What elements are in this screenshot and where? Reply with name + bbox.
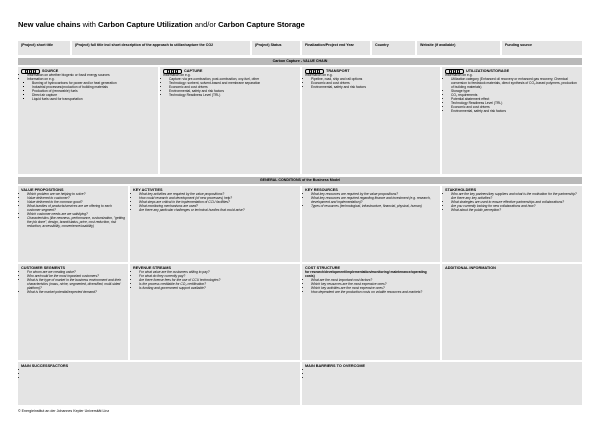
- list-item: • How could research and development (of new processes) help?: [139, 196, 297, 200]
- list-item: • Who are the key partners/key suppliers and what is the motivation for the partnership? Are there any key activities?: [451, 192, 579, 200]
- utilization-list: [442, 77, 582, 113]
- list-item: • Potential abatement effect: [451, 97, 579, 101]
- page-title: New value chains with Carbon Capture Utilization and/or Carbon Capture Storage: [18, 20, 305, 29]
- list-item: • Which key resources are the most expensive ones?: [311, 282, 437, 286]
- list-item: • Economic and cost drivers: [311, 81, 437, 85]
- list-item: • Is the process creditable for CO₂ certification?: [139, 282, 297, 286]
- list-item: • Environmental, safety and risk factors: [451, 109, 579, 113]
- list-item: ▪ Direct air capture: [32, 93, 155, 97]
- list-item: • Information on whether biogenic or fossil energy sources: [27, 73, 155, 77]
- copyright-footer: © Energieinstitut an der Johannes Kepler Universität Linz: [18, 409, 110, 413]
- key-resources-title: KEY RESOURCES: [305, 188, 338, 192]
- key-activities-section[interactable]: [130, 186, 300, 262]
- header-full-title[interactable]: [72, 41, 250, 55]
- key-resources-section[interactable]: [302, 186, 440, 262]
- customer-segments-title: CUSTOMER SEGMENTS: [21, 266, 66, 270]
- transport-intro: Information on e.g.: [305, 73, 333, 77]
- list-item: • How dependent are the production costs on volatile resources and markets?: [311, 290, 437, 294]
- revenue-streams-title: REVENUE STREAMS: [133, 266, 171, 270]
- chain-links-icon: [21, 69, 40, 73]
- list-item: • Pipeline, road, ship and rail options: [311, 77, 437, 81]
- list-item: • Characteristics (like newness, performance, customization, "getting the job done", design, brand/status, price, cost reduction, risk reduction, accessibility, convenience/usability): [27, 216, 125, 228]
- stakeholders-title: STAKEHOLDERS: [445, 188, 477, 192]
- header-finalization[interactable]: Finalization/Project end Year: [302, 41, 370, 55]
- additional-information-title: ADDITIONAL INFORMATION: [445, 266, 496, 270]
- list-item[interactable]: [311, 376, 579, 380]
- list-item: • What key resources are required by the value propositions?: [311, 192, 437, 196]
- list-item: • What strategies are used to ensure effective partnerships and collaborations?: [451, 200, 579, 204]
- general-conditions-bar: GENERAL CONDITIONS of the Business Model: [18, 177, 582, 184]
- cost-structure-section[interactable]: [302, 264, 440, 360]
- list-item: • What bundles of products/services are we offering to each customer segment?: [27, 204, 125, 212]
- header-full-title-label: (Project) full title incl short description of the approach to utilize/capture the CO2: [75, 43, 214, 47]
- list-item: • Environmental, safety and risk factors: [311, 85, 437, 89]
- key-activities-title: KEY ACTIVITIES: [133, 188, 163, 192]
- list-item: • What monitoring mechanisms are used?: [139, 204, 297, 208]
- main-successfactors-section[interactable]: [18, 362, 300, 405]
- chain-links-icon: [305, 69, 324, 73]
- revenue-streams-section[interactable]: [130, 264, 300, 360]
- source-title: SOURCE: [42, 69, 59, 73]
- list-item: • Storage type: [451, 89, 579, 93]
- list-item: • What steps are critical in the implementation of CCU facilities?: [139, 200, 297, 204]
- transport-title: TRANSPORT: [326, 69, 350, 73]
- list-item: • CO₂ requirements: [451, 93, 579, 97]
- stakeholders-list: [442, 192, 582, 212]
- list-item: ▪ Burning of hydrocarbons for power and/or heat generation: [32, 81, 155, 85]
- utilization-title: UTILIZATION/STORAGE: [466, 69, 510, 73]
- header-status[interactable]: (Project) Status: [252, 41, 300, 55]
- list-item: • Value delivered to the common good?: [27, 200, 125, 204]
- utilization-section[interactable]: [442, 67, 582, 174]
- list-item: • Capture: via pre-combustion, post-combustion, oxy-fuel, other: [169, 77, 297, 81]
- customer-segments-list: [18, 270, 128, 294]
- list-item: • Economic and cost drivers: [451, 105, 579, 109]
- revenue-streams-list: [130, 270, 300, 290]
- stakeholders-section[interactable]: [442, 186, 582, 262]
- main-barriers-section[interactable]: [302, 362, 582, 405]
- header-country[interactable]: Country: [372, 41, 415, 55]
- list-item: • Which problem are we helping to solve?: [27, 192, 125, 196]
- list-item: • Technology: sorbent, solvent-based and membrane separation: [169, 81, 297, 85]
- value-propositions-list: [18, 192, 128, 228]
- value-chain-bar: Carbon Capture - VALUE CHAIN: [18, 58, 582, 65]
- capture-title: CAPTURE: [184, 69, 203, 73]
- list-item: • Value delivered to customer?: [27, 196, 125, 200]
- transport-list: [302, 77, 440, 89]
- list-item: • Which key activities are the most expensive ones?: [311, 286, 437, 290]
- main-barriers-title: MAIN BARRIERS TO OVERCOME: [305, 364, 366, 368]
- list-item: • What about the public perception?: [451, 208, 579, 212]
- key-activities-list: [130, 192, 300, 212]
- cost-structure-subtitle: for research/development/implementation/monitoring/ maintenance/operating costs): [305, 270, 427, 278]
- list-item: • Is funding and government support available?: [139, 286, 297, 290]
- key-resources-list: [302, 192, 440, 208]
- customer-segments-section[interactable]: [18, 264, 128, 360]
- transport-section[interactable]: [302, 67, 440, 174]
- value-propositions-title: VALUE PROPOSITIONS: [21, 188, 64, 192]
- list-item: • Who are/could be the most important customers?: [27, 274, 125, 278]
- list-item: • Are you currently looking for new collaborations and how?: [451, 204, 579, 208]
- capture-list: [160, 77, 300, 97]
- source-section[interactable]: [18, 67, 158, 174]
- chain-links-icon: [163, 69, 182, 73]
- capture-intro: Information on e.g.: [163, 73, 191, 77]
- list-item: • Utilization category (Enhanced oil recovery or enhanced gas recovery, Chemical conversion to feedstock materials, direct synthesis of CO₂-based polymers, production of building materials): [451, 77, 579, 89]
- list-item: • Environmental, safety and risk factors: [169, 89, 297, 93]
- value-propositions-section[interactable]: [18, 186, 128, 262]
- header-funding[interactable]: Funding source: [502, 41, 582, 55]
- capture-section[interactable]: [160, 67, 300, 174]
- list-item: • What key activities are required by the value propositions?: [139, 192, 297, 196]
- list-item: ▪ Industrial processes/production of building materials: [32, 85, 155, 89]
- main-successfactors-title: MAIN SUCCESSFACTORS: [21, 364, 69, 368]
- cost-structure-title: COST STRUCTURE: [305, 266, 341, 270]
- list-item: • What are the most important cost factors?: [311, 278, 437, 282]
- list-item: • What is the type of market in the business environment and their characteristics (mass, niche, segmented, diversified, multi-sided platform)?: [27, 278, 125, 290]
- additional-information-section[interactable]: [442, 264, 582, 360]
- list-item: • For what value are the customers willing to pay?: [139, 270, 297, 274]
- header-short-title[interactable]: (Project) short title: [18, 41, 70, 55]
- list-item: • Are there license fees for the use of CCU technologies?: [139, 278, 297, 282]
- header-website[interactable]: Website (if available): [417, 41, 500, 55]
- list-item: • Are there any particular challenges or technical hurdles that could arise?: [139, 208, 297, 212]
- list-item: • Technology Readiness Level (TRL): [169, 93, 297, 97]
- source-sublist: [18, 81, 158, 101]
- list-item: • Economic and cost drivers: [169, 85, 297, 89]
- main-successfactors-list: [18, 368, 300, 380]
- main-barriers-list: [302, 368, 582, 380]
- list-item: • What key resources are required regarding finance and investment (e.g. research, development and implementation)?: [311, 196, 437, 204]
- chain-links-icon: [445, 69, 464, 73]
- list-item: ▪ Production of (renewable) fuels: [32, 89, 155, 93]
- list-item: • What is the market potential/expected demand?: [27, 290, 125, 294]
- cost-structure-list: [302, 278, 440, 294]
- list-item: • Technology Readiness Level (TRL): [451, 101, 579, 105]
- list-item: • For whom are we creating value?: [27, 270, 125, 274]
- source-list: [18, 73, 158, 81]
- list-item: • Which customer needs are we satisfying?: [27, 212, 125, 216]
- list-item: ▪ Liquid fuels used for transportation: [32, 97, 155, 101]
- utilization-intro: Information on e.g.: [445, 73, 473, 77]
- list-item: • Types of resources (technological, infrastructure, financial, physical, human): [311, 204, 437, 208]
- list-item[interactable]: [27, 376, 297, 380]
- list-item: • For what do they currently pay?: [139, 274, 297, 278]
- list-item: • Information on e.g.: [27, 77, 155, 81]
